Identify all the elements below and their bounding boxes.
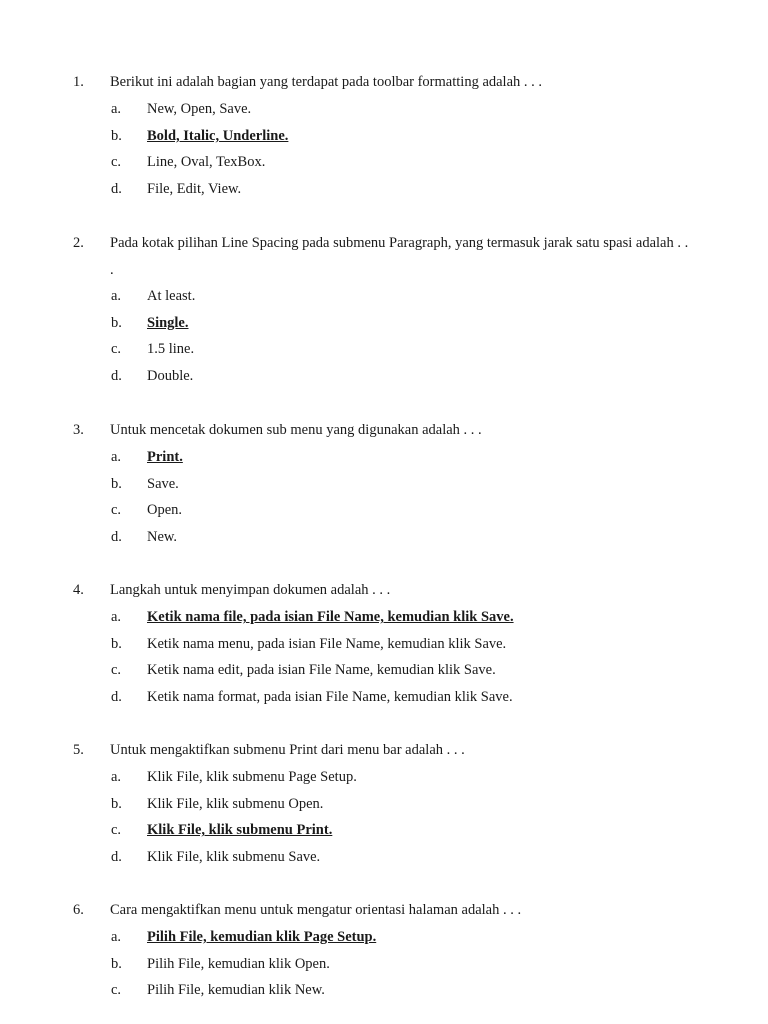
question-number: 3.	[73, 422, 84, 438]
question-number: 1.	[73, 74, 84, 90]
option-letter: d.	[111, 368, 122, 385]
question-text: Pada kotak pilihan Line Spacing pada submenu Paragraph, yang termasuk jarak satu spasi adalah . . .	[110, 235, 689, 278]
option-letter: b.	[111, 314, 122, 331]
option-letter: a.	[111, 929, 122, 945]
option-letter: c.	[111, 982, 122, 999]
option-letter: a.	[111, 288, 122, 304]
option-letter: b.	[111, 475, 122, 492]
option-letter: c.	[111, 662, 122, 679]
option-d	[0, 524, 768, 551]
option-text: Pilih File, kemudian klik Open.	[147, 955, 330, 972]
option-letter: b.	[111, 127, 122, 144]
option-list	[0, 444, 768, 551]
option-a	[0, 444, 768, 471]
option-text: Klik File, klik submenu Save.	[147, 849, 321, 866]
option-b	[0, 123, 768, 150]
option-a	[0, 764, 768, 791]
option-text: At least.	[147, 288, 196, 304]
option-text: Double.	[147, 368, 194, 385]
correct-answer-text: Klik File, klik submenu Print.	[147, 822, 333, 839]
option-text: Klik File, klik submenu Page Setup.	[147, 769, 357, 785]
option-text: Klik File, klik submenu Open.	[147, 795, 324, 812]
option-text: Ketik nama menu, pada isian File Name, kemudian klik Save.	[147, 635, 507, 652]
option-letter: d.	[111, 689, 122, 706]
option-text: Ketik nama edit, pada isian File Name, kemudian klik Save.	[147, 662, 496, 679]
question-number: 6.	[73, 902, 84, 918]
option-letter: a.	[111, 101, 122, 117]
option-a	[0, 924, 768, 951]
option-list	[0, 764, 768, 871]
correct-answer-text: Print.	[147, 449, 183, 465]
question-number: 4.	[73, 582, 84, 598]
option-letter: c.	[111, 822, 122, 839]
option-text: New.	[147, 529, 178, 546]
option-c	[0, 497, 768, 524]
option-b	[0, 310, 768, 337]
correct-answer-text: Ketik nama file, pada isian File Name, kemudian klik Save.	[147, 609, 514, 625]
option-letter: a.	[111, 449, 122, 465]
option-letter: b.	[111, 955, 122, 972]
option-text: 1.5 line.	[147, 341, 195, 358]
question-text: Langkah untuk menyimpan dokumen adalah . . .	[110, 582, 391, 598]
option-b	[0, 951, 768, 978]
option-letter: d.	[111, 849, 122, 866]
option-letter: b.	[111, 635, 122, 652]
option-list	[0, 96, 768, 203]
correct-answer-text: Bold, Italic, Underline.	[147, 127, 289, 144]
option-c	[0, 336, 768, 363]
option-letter: d.	[111, 181, 122, 198]
option-letter: c.	[111, 154, 122, 171]
option-d	[0, 844, 768, 871]
question-text: Berikut ini adalah bagian yang terdapat pada toolbar formatting adalah . . .	[110, 74, 543, 90]
option-letter: a.	[111, 609, 122, 625]
question-text: Untuk mengaktifkan submenu Print dari menu bar adalah . . .	[110, 742, 465, 758]
option-letter: a.	[111, 769, 122, 785]
option-a	[0, 604, 768, 631]
option-b	[0, 631, 768, 658]
option-c	[0, 149, 768, 176]
option-b	[0, 471, 768, 498]
option-text: File, Edit, View.	[147, 181, 242, 198]
option-a	[0, 96, 768, 123]
option-text: Ketik nama format, pada isian File Name, kemudian klik Save.	[147, 689, 513, 706]
option-text: Line, Oval, TexBox.	[147, 154, 266, 171]
option-list	[0, 604, 768, 711]
option-c	[0, 977, 768, 1004]
option-d	[0, 176, 768, 203]
question-number: 2.	[73, 235, 84, 251]
option-b	[0, 791, 768, 818]
option-text: Pilih File, kemudian klik New.	[147, 982, 325, 999]
option-letter: c.	[111, 341, 122, 358]
option-list	[0, 283, 768, 390]
option-letter: d.	[111, 529, 122, 546]
question-text: Untuk mencetak dokumen sub menu yang digunakan adalah . . .	[110, 422, 482, 438]
option-letter: b.	[111, 795, 122, 812]
question-number: 5.	[73, 742, 84, 758]
option-c	[0, 817, 768, 844]
option-d	[0, 684, 768, 711]
option-d	[0, 363, 768, 390]
option-text: Save.	[147, 475, 179, 492]
option-c	[0, 657, 768, 684]
option-text: Open.	[147, 502, 183, 519]
option-letter: c.	[111, 502, 122, 519]
question-text: Cara mengaktifkan menu untuk mengatur orientasi halaman adalah . . .	[110, 902, 522, 918]
option-a	[0, 283, 768, 310]
option-text: New, Open, Save.	[147, 101, 252, 117]
correct-answer-text: Pilih File, kemudian klik Page Setup.	[147, 929, 377, 945]
correct-answer-text: Single.	[147, 314, 189, 331]
option-list	[0, 924, 768, 1004]
